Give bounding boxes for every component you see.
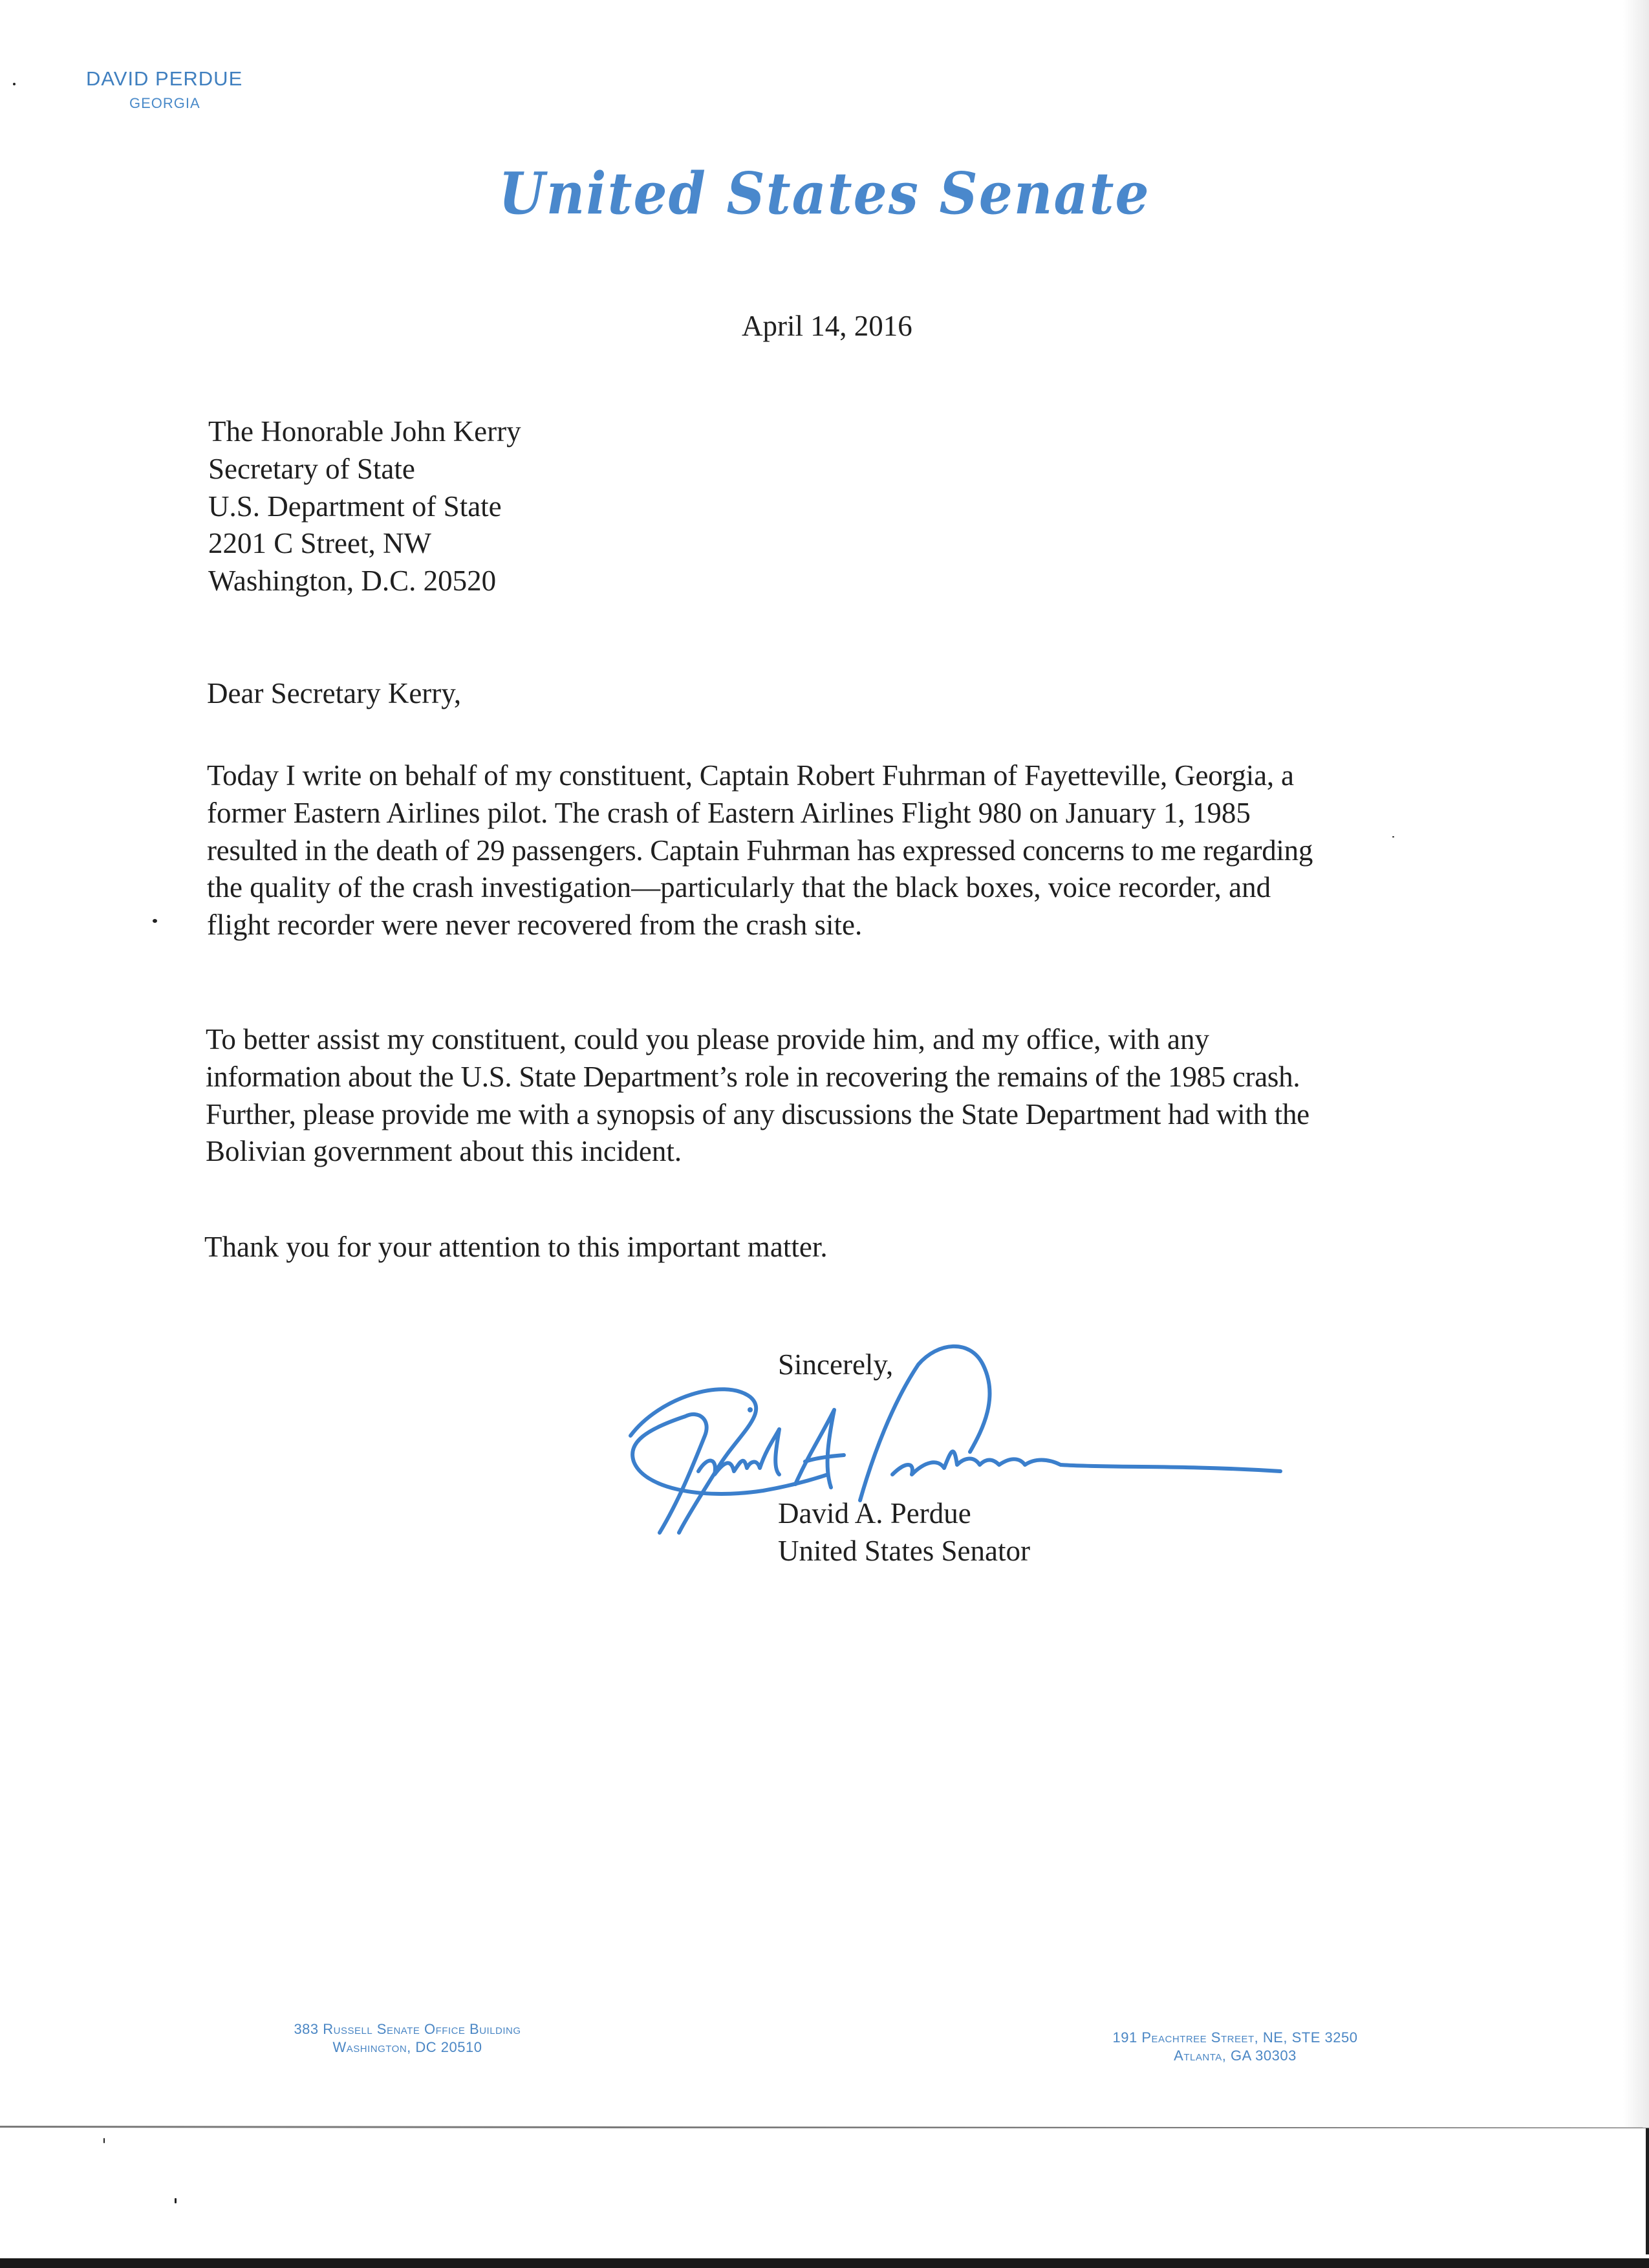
signature-stroke-erdue [892,1451,1280,1474]
signature-name: David A. Perdue [778,1497,971,1529]
scanner-bed-edge [0,2258,1649,2268]
scan-speck [153,919,157,923]
recipient-line: U.S. Department of State [208,490,502,523]
closing: Sincerely, [778,1348,894,1381]
letter-date: April 14, 2016 [742,310,912,342]
scan-speck [13,83,16,85]
paragraph-line: resulted in the death of 29 passengers. Captain Fuhrman has expressed concerns to me regarding [207,834,1313,867]
footer-state-address-line: 191 Peachtree Street, NE, STE 3250 [1112,2029,1358,2046]
letterhead-state: GEORGIA [129,95,200,111]
paragraph-line: the quality of the crash investigation—particularly that the black boxes, voice recorder, and [207,871,1271,903]
recipient-line: 2201 C Street, NW [208,527,431,559]
signature-dot-i [748,1407,753,1412]
paragraph-line: Thank you for your attention to this important matter. [204,1231,828,1263]
footer-dc-address-line: 383 Russell Senate Office Building [294,2021,521,2037]
scan-shadow [1623,0,1649,2128]
recipient-line: The Honorable John Kerry [208,415,521,448]
letterhead-senator-name: DAVID PERDUE [86,67,243,90]
paragraph-line: To better assist my constituent, could you please provide him, and my office, with any [206,1023,1209,1055]
signature-stroke-avid [698,1429,779,1474]
paragraph-line: Bolivian government about this incident. [206,1135,682,1167]
recipient-line: Secretary of State [208,453,415,485]
senate-title: United States Senate [499,160,1150,228]
scan-speck [175,2198,177,2203]
handwritten-signature [621,1339,1339,1546]
salutation: Dear Secretary Kerry, [207,677,462,709]
paragraph-line: Today I write on behalf of my constituent, Captain Robert Fuhrman of Fayetteville, Georgia, a [207,759,1294,792]
paragraph-line: information about the U.S. State Department’s role in recovering the remains of the 1985 crash. [206,1061,1300,1093]
footer-state-city-line: Atlanta, GA 30303 [1174,2047,1297,2064]
signature-title: United States Senator [778,1535,1030,1567]
paragraph-line: former Eastern Airlines pilot. The crash of Eastern Airlines Flight 980 on January 1, 1985 [207,797,1251,829]
footer-dc-city-line: Washington, DC 20510 [332,2039,482,2055]
paragraph-line: Further, please provide me with a synopsis of any discussions the State Department had with the [206,1098,1310,1130]
scan-speck [103,2138,105,2143]
signature-stroke-p [860,1346,989,1500]
paragraph-line: flight recorder were never recovered from the crash site. [207,909,863,941]
scan-speck [1392,836,1394,837]
recipient-line: Washington, D.C. 20520 [208,565,497,597]
underlying-sheet [0,2128,1649,2254]
